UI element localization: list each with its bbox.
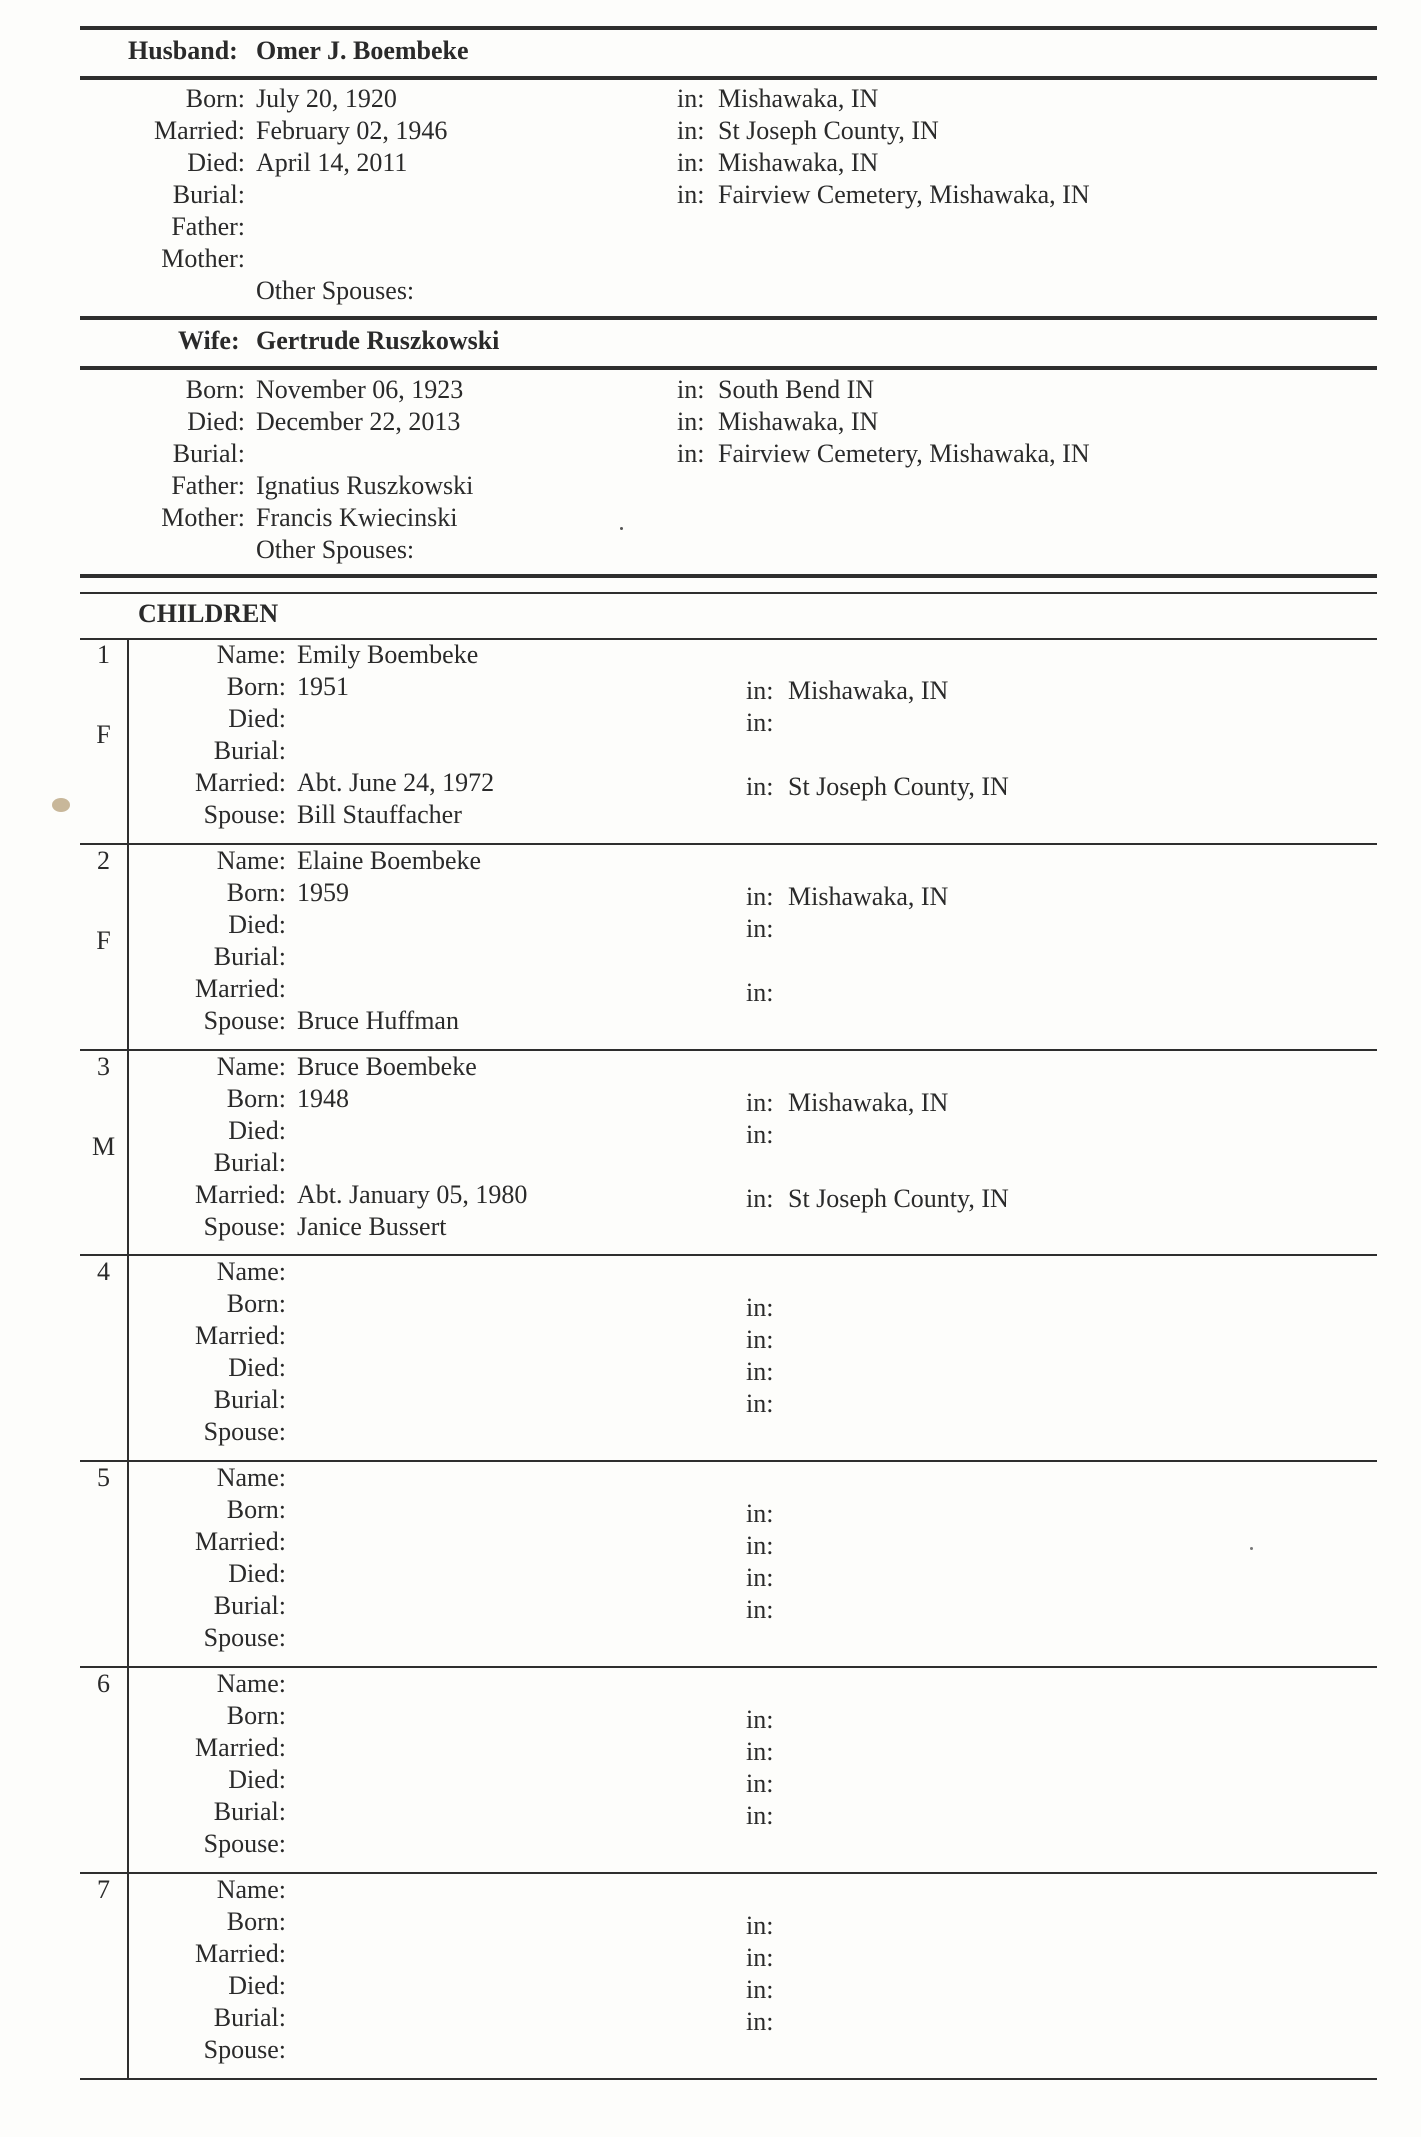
child-row-in-label: in: [746, 1088, 774, 1117]
child-row-in-label: in: [746, 1705, 774, 1734]
child-number: 7 [97, 1875, 110, 1904]
child-row-label: Married: [195, 1180, 286, 1209]
husband-row-place: Fairview Cemetery, Mishawaka, IN [718, 180, 1090, 209]
child-row-in-label: in: [746, 708, 774, 737]
child-row-label: Married: [195, 1939, 286, 1968]
child-row-label: Died: [228, 1971, 286, 2000]
child-divider-rule [80, 843, 1377, 845]
children-header-rule [80, 592, 1377, 594]
wife-header-label: Wife: [178, 326, 240, 355]
child-row-label: Born: [226, 672, 286, 701]
child-row-label: Name: [216, 846, 286, 875]
child-row-label: Married: [195, 1321, 286, 1350]
child-number: 4 [97, 1257, 110, 1286]
husband-row-value: February 02, 1946 [256, 116, 448, 145]
child-row-label: Name: [216, 1052, 286, 1081]
wife-row-place: Mishawaka, IN [718, 407, 879, 436]
husband-row-label: Father: [171, 212, 245, 241]
child-row-label: Spouse: [203, 1829, 286, 1858]
child-row-label: Name: [216, 1669, 286, 1698]
child-divider-rule [80, 1049, 1377, 1051]
wife-row-value: Ignatius Ruszkowski [256, 471, 474, 500]
child-row-value: Bill Stauffacher [297, 800, 462, 829]
child-row-value: 1959 [297, 878, 349, 907]
child-row-label: Burial: [213, 1148, 286, 1177]
child-number: 2 [97, 846, 110, 875]
husband-row-label: Died: [187, 148, 245, 177]
child-row-label: Burial: [213, 1591, 286, 1620]
wife-row-label: Father: [171, 471, 245, 500]
child-row-value: 1951 [297, 672, 349, 701]
child-number: 5 [97, 1463, 110, 1492]
child-row-label: Died: [228, 910, 286, 939]
child-row-label: Name: [216, 640, 286, 669]
husband-row-label: Mother: [161, 244, 245, 273]
wife-other-spouses: Other Spouses: [256, 535, 415, 564]
husband-row-in-label: in: [677, 116, 705, 145]
husband-bottom-rule [80, 76, 1377, 80]
scan-speck [1250, 1547, 1253, 1550]
child-row-place: Mishawaka, IN [788, 1088, 949, 1117]
wife-row-place: South Bend IN [718, 375, 874, 404]
child-row-label: Spouse: [203, 1006, 286, 1035]
wife-row-label: Burial: [172, 439, 245, 468]
child-row-label: Burial: [213, 1385, 286, 1414]
child-number: 6 [97, 1669, 110, 1698]
child-row-in-label: in: [746, 1184, 774, 1213]
child-row-label: Spouse: [203, 1417, 286, 1446]
husband-row-in-label: in: [677, 148, 705, 177]
child-row-label: Born: [226, 1495, 286, 1524]
child-divider-rule [80, 1872, 1377, 1874]
child-row-place: Mishawaka, IN [788, 882, 949, 911]
wife-row-in-label: in: [677, 407, 705, 436]
wife-row-in-label: in: [677, 375, 705, 404]
child-divider-rule [80, 1254, 1377, 1256]
scan-speck [620, 527, 623, 530]
husband-row-place: Mishawaka, IN [718, 148, 879, 177]
husband-row-place: Mishawaka, IN [718, 84, 879, 113]
child-row-value: Bruce Boembeke [297, 1052, 477, 1081]
husband-row-label: Married: [154, 116, 245, 145]
child-sex: F [96, 926, 111, 955]
child-row-in-label: in: [746, 1293, 774, 1322]
child-row-label: Name: [216, 1875, 286, 1904]
husband-other-spouses: Other Spouses: [256, 276, 415, 305]
wife-row-label: Born: [185, 375, 245, 404]
child-row-label: Spouse: [203, 800, 286, 829]
child-row-label: Died: [228, 1765, 286, 1794]
wife-row-value: December 22, 2013 [256, 407, 461, 436]
child-row-label: Burial: [213, 736, 286, 765]
child-row-in-label: in: [746, 1499, 774, 1528]
child-sex: M [91, 1132, 116, 1161]
child-row-label: Married: [195, 1733, 286, 1762]
child-row-value: Abt. January 05, 1980 [297, 1180, 528, 1209]
child-divider-rule [80, 1666, 1377, 1668]
wife-row-value: Francis Kwiecinski [256, 503, 458, 532]
child-row-label: Burial: [213, 1797, 286, 1826]
child-row-value: Emily Boembeke [297, 640, 479, 669]
child-number: 3 [97, 1052, 110, 1081]
husband-name: Omer J. Boembeke [256, 36, 469, 65]
children-top-rule [80, 574, 1377, 578]
husband-row-value: April 14, 2011 [256, 148, 408, 177]
child-row-label: Died: [228, 704, 286, 733]
husband-header-label: Husband: [128, 36, 238, 65]
child-row-place: St Joseph County, IN [788, 1184, 1009, 1213]
child-row-in-label: in: [746, 914, 774, 943]
wife-row-label: Died: [187, 407, 245, 436]
scan-speck [52, 798, 70, 812]
child-row-value: Janice Bussert [297, 1212, 447, 1241]
child-row-in-label: in: [746, 1531, 774, 1560]
husband-top-rule [80, 26, 1377, 30]
wife-row-place: Fairview Cemetery, Mishawaka, IN [718, 439, 1090, 468]
child-row-label: Burial: [213, 942, 286, 971]
children-header: CHILDREN [138, 599, 279, 628]
child-row-in-label: in: [746, 978, 774, 1007]
child-row-label: Died: [228, 1116, 286, 1145]
child-row-value: Bruce Huffman [297, 1006, 459, 1035]
wife-top-rule [80, 316, 1377, 320]
child-row-label: Name: [216, 1463, 286, 1492]
wife-row-value: November 06, 1923 [256, 375, 464, 404]
child-row-in-label: in: [746, 1737, 774, 1766]
husband-row-label: Born: [185, 84, 245, 113]
child-row-in-label: in: [746, 1389, 774, 1418]
child-row-value: Abt. June 24, 1972 [297, 768, 495, 797]
child-row-in-label: in: [746, 772, 774, 801]
child-divider-rule [80, 1460, 1377, 1462]
child-row-label: Born: [226, 1289, 286, 1318]
child-row-label: Spouse: [203, 1623, 286, 1652]
wife-name: Gertrude Ruszkowski [256, 326, 500, 355]
child-row-value: Elaine Boembeke [297, 846, 482, 875]
child-row-place: St Joseph County, IN [788, 772, 1009, 801]
child-row-label: Born: [226, 1907, 286, 1936]
husband-row-value: July 20, 1920 [256, 84, 397, 113]
child-row-in-label: in: [746, 676, 774, 705]
child-row-in-label: in: [746, 1911, 774, 1940]
child-row-in-label: in: [746, 1769, 774, 1798]
child-row-in-label: in: [746, 1120, 774, 1149]
child-divider-rule [80, 2078, 1377, 2080]
child-row-in-label: in: [746, 1943, 774, 1972]
wife-row-label: Mother: [161, 503, 245, 532]
child-row-value: 1948 [297, 1084, 349, 1113]
husband-row-place: St Joseph County, IN [718, 116, 939, 145]
child-row-in-label: in: [746, 1563, 774, 1592]
child-row-label: Spouse: [203, 2035, 286, 2064]
child-row-label: Name: [216, 1257, 286, 1286]
child-row-label: Spouse: [203, 1212, 286, 1241]
husband-row-label: Burial: [172, 180, 245, 209]
child-row-label: Died: [228, 1353, 286, 1382]
wife-bottom-rule [80, 366, 1377, 370]
child-number: 1 [97, 640, 110, 669]
child-row-label: Married: [195, 1527, 286, 1556]
child-sex: F [96, 720, 111, 749]
child-row-label: Born: [226, 1701, 286, 1730]
child-row-label: Born: [226, 1084, 286, 1113]
child-row-in-label: in: [746, 2007, 774, 2036]
child-row-in-label: in: [746, 1801, 774, 1830]
child-row-in-label: in: [746, 1595, 774, 1624]
child-row-label: Married: [195, 974, 286, 1003]
child-row-label: Born: [226, 878, 286, 907]
child-row-in-label: in: [746, 1325, 774, 1354]
child-row-in-label: in: [746, 1357, 774, 1386]
child-row-label: Died: [228, 1559, 286, 1588]
child-row-in-label: in: [746, 882, 774, 911]
husband-row-in-label: in: [677, 180, 705, 209]
child-row-in-label: in: [746, 1975, 774, 2004]
child-row-label: Burial: [213, 2003, 286, 2032]
husband-row-in-label: in: [677, 84, 705, 113]
wife-row-in-label: in: [677, 439, 705, 468]
child-row-label: Married: [195, 768, 286, 797]
child-row-place: Mishawaka, IN [788, 676, 949, 705]
